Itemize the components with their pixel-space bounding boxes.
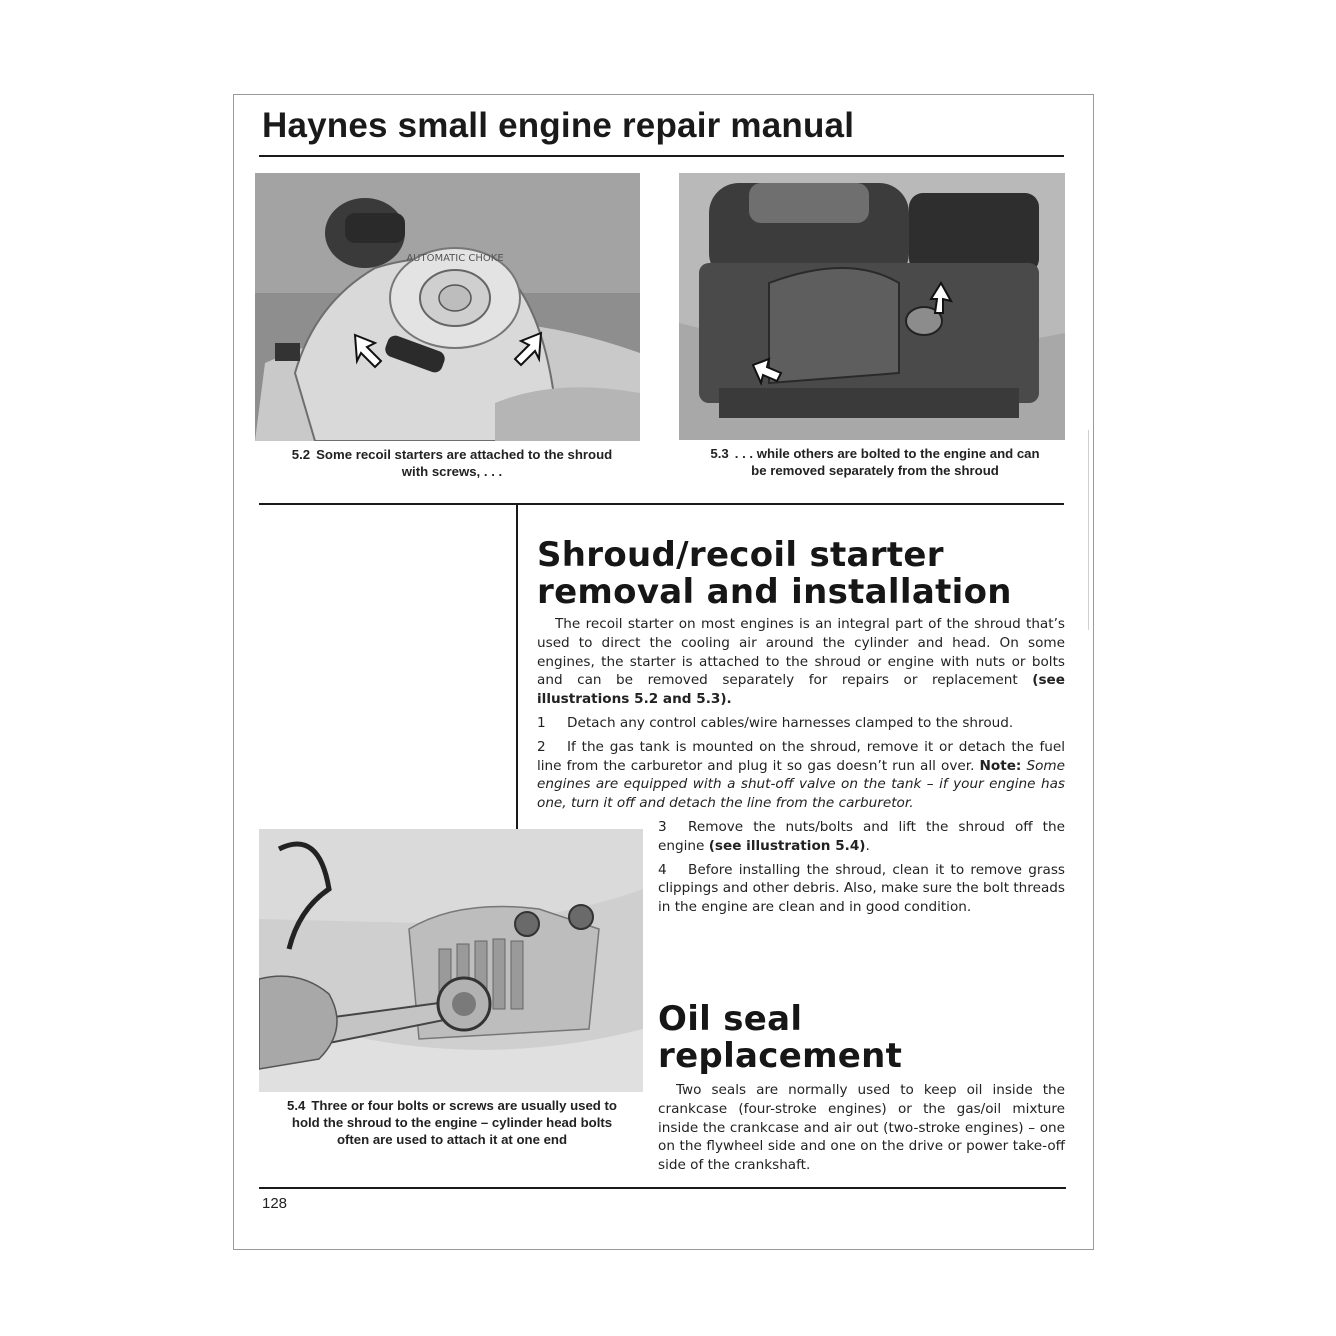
- section-oil-seal-intro: Two seals are normally used to keep oil inside the crankcase (four-stroke engines) or the gas/oil mixture inside the crankcase and air out (two-stroke engines) – one on the flywheel side and one on the drive or power take-off side of the crankshaft.: [658, 1082, 1065, 1174]
- section-oil-seal-heading-line2: replacement: [658, 1036, 903, 1076]
- step-3: 3 Remove the nuts/bolts and lift the shroud off the engine (see illustration 5.4).: [658, 819, 1065, 854]
- figure-5-4-number: 5.4: [287, 1098, 306, 1113]
- section-oil-seal-heading-line1: Oil seal: [658, 999, 803, 1039]
- section-shroud-heading-line1: Shroud/recoil starter: [537, 535, 944, 575]
- footer-rule: [259, 1187, 1066, 1189]
- figure-5-4-caption: [268, 1097, 636, 1148]
- figure-5-2-photo: [255, 173, 640, 441]
- step-3-illustration-ref: (see illustration 5.4): [708, 837, 866, 854]
- note-label: Note:: [979, 757, 1022, 774]
- note-text: Some engines are equipped with a shut-off valve on the tank – if your engine has one, turn it off and detach the line from the carburetor.: [537, 757, 1065, 812]
- mid-rule: [259, 503, 1064, 505]
- scan-edge-mark: [1088, 430, 1089, 630]
- figure-5-3-photo: [679, 173, 1065, 440]
- figure-5-3-caption-line1: . . . while others are bolted to the engine and can: [734, 446, 1040, 461]
- column-divider: [516, 505, 518, 829]
- figure-5-3-caption-line2: be removed separately from the shroud: [751, 463, 999, 478]
- header-rule: [259, 155, 1064, 157]
- section-shroud-body: [537, 615, 1065, 818]
- figure-5-2-caption-line1: Some recoil starters are attached to the shroud: [316, 447, 613, 462]
- figure-5-2-caption-line2: with screws, . . .: [401, 464, 503, 479]
- intro-illustration-ref: (see illustrations 5.2 and 5.3).: [537, 672, 1065, 708]
- figure-5-4-caption-line2: hold the shroud to the engine – cylinder head bolts: [291, 1115, 613, 1130]
- section-oil-seal-heading: [658, 1001, 1068, 1075]
- step-2: 2 If the gas tank is mounted on the shroud, remove it or detach the fuel line from the carburetor and plug it so gas doesn’t run all over. Note: Some engines are equipped with a shut-off valve on the tank – if your engine has one, turn it off and detach the line from the carburetor.: [537, 738, 1065, 812]
- figure-5-3-number: 5.3: [710, 446, 729, 461]
- section-shroud-heading-line2: removal and installation: [537, 572, 1012, 612]
- figure-5-4-caption-line1: Three or four bolts or screws are usually used to: [311, 1098, 617, 1113]
- figure-5-4-photo: [259, 829, 643, 1092]
- choke-cover-text: AUTOMATIC CHOKE: [406, 253, 504, 264]
- figure-5-3-caption: [690, 445, 1060, 479]
- section-oil-seal-body: [658, 1081, 1065, 1180]
- step-4: 4 Before installing the shroud, clean it to remove grass clippings and other debris. Also, make sure the bolt threads in the engine are clean and in good condition.: [658, 861, 1065, 916]
- section-shroud-heading: [537, 537, 1057, 611]
- figure-5-2-caption: [272, 446, 632, 480]
- step-1: 1 Detach any control cables/wire harnesses clamped to the shroud.: [537, 714, 1014, 731]
- section-shroud-body-continued: [658, 818, 1065, 922]
- figure-5-2-number: 5.2: [291, 447, 311, 462]
- section-shroud-intro: The recoil starter on most engines is an integral part of the shroud that’s used to direct the cooling air around the cylinder and head. On some engines, the starter is attached to the shroud or engine with nuts or bolts and can be removed separately for repairs or replacement (see illustrations 5.2 and 5.3).: [537, 616, 1065, 708]
- figure-5-4-caption-line3: often are used to attach it at one end: [336, 1132, 568, 1147]
- manual-title: Haynes small engine repair manual: [262, 106, 855, 145]
- page-number: 128: [262, 1195, 288, 1212]
